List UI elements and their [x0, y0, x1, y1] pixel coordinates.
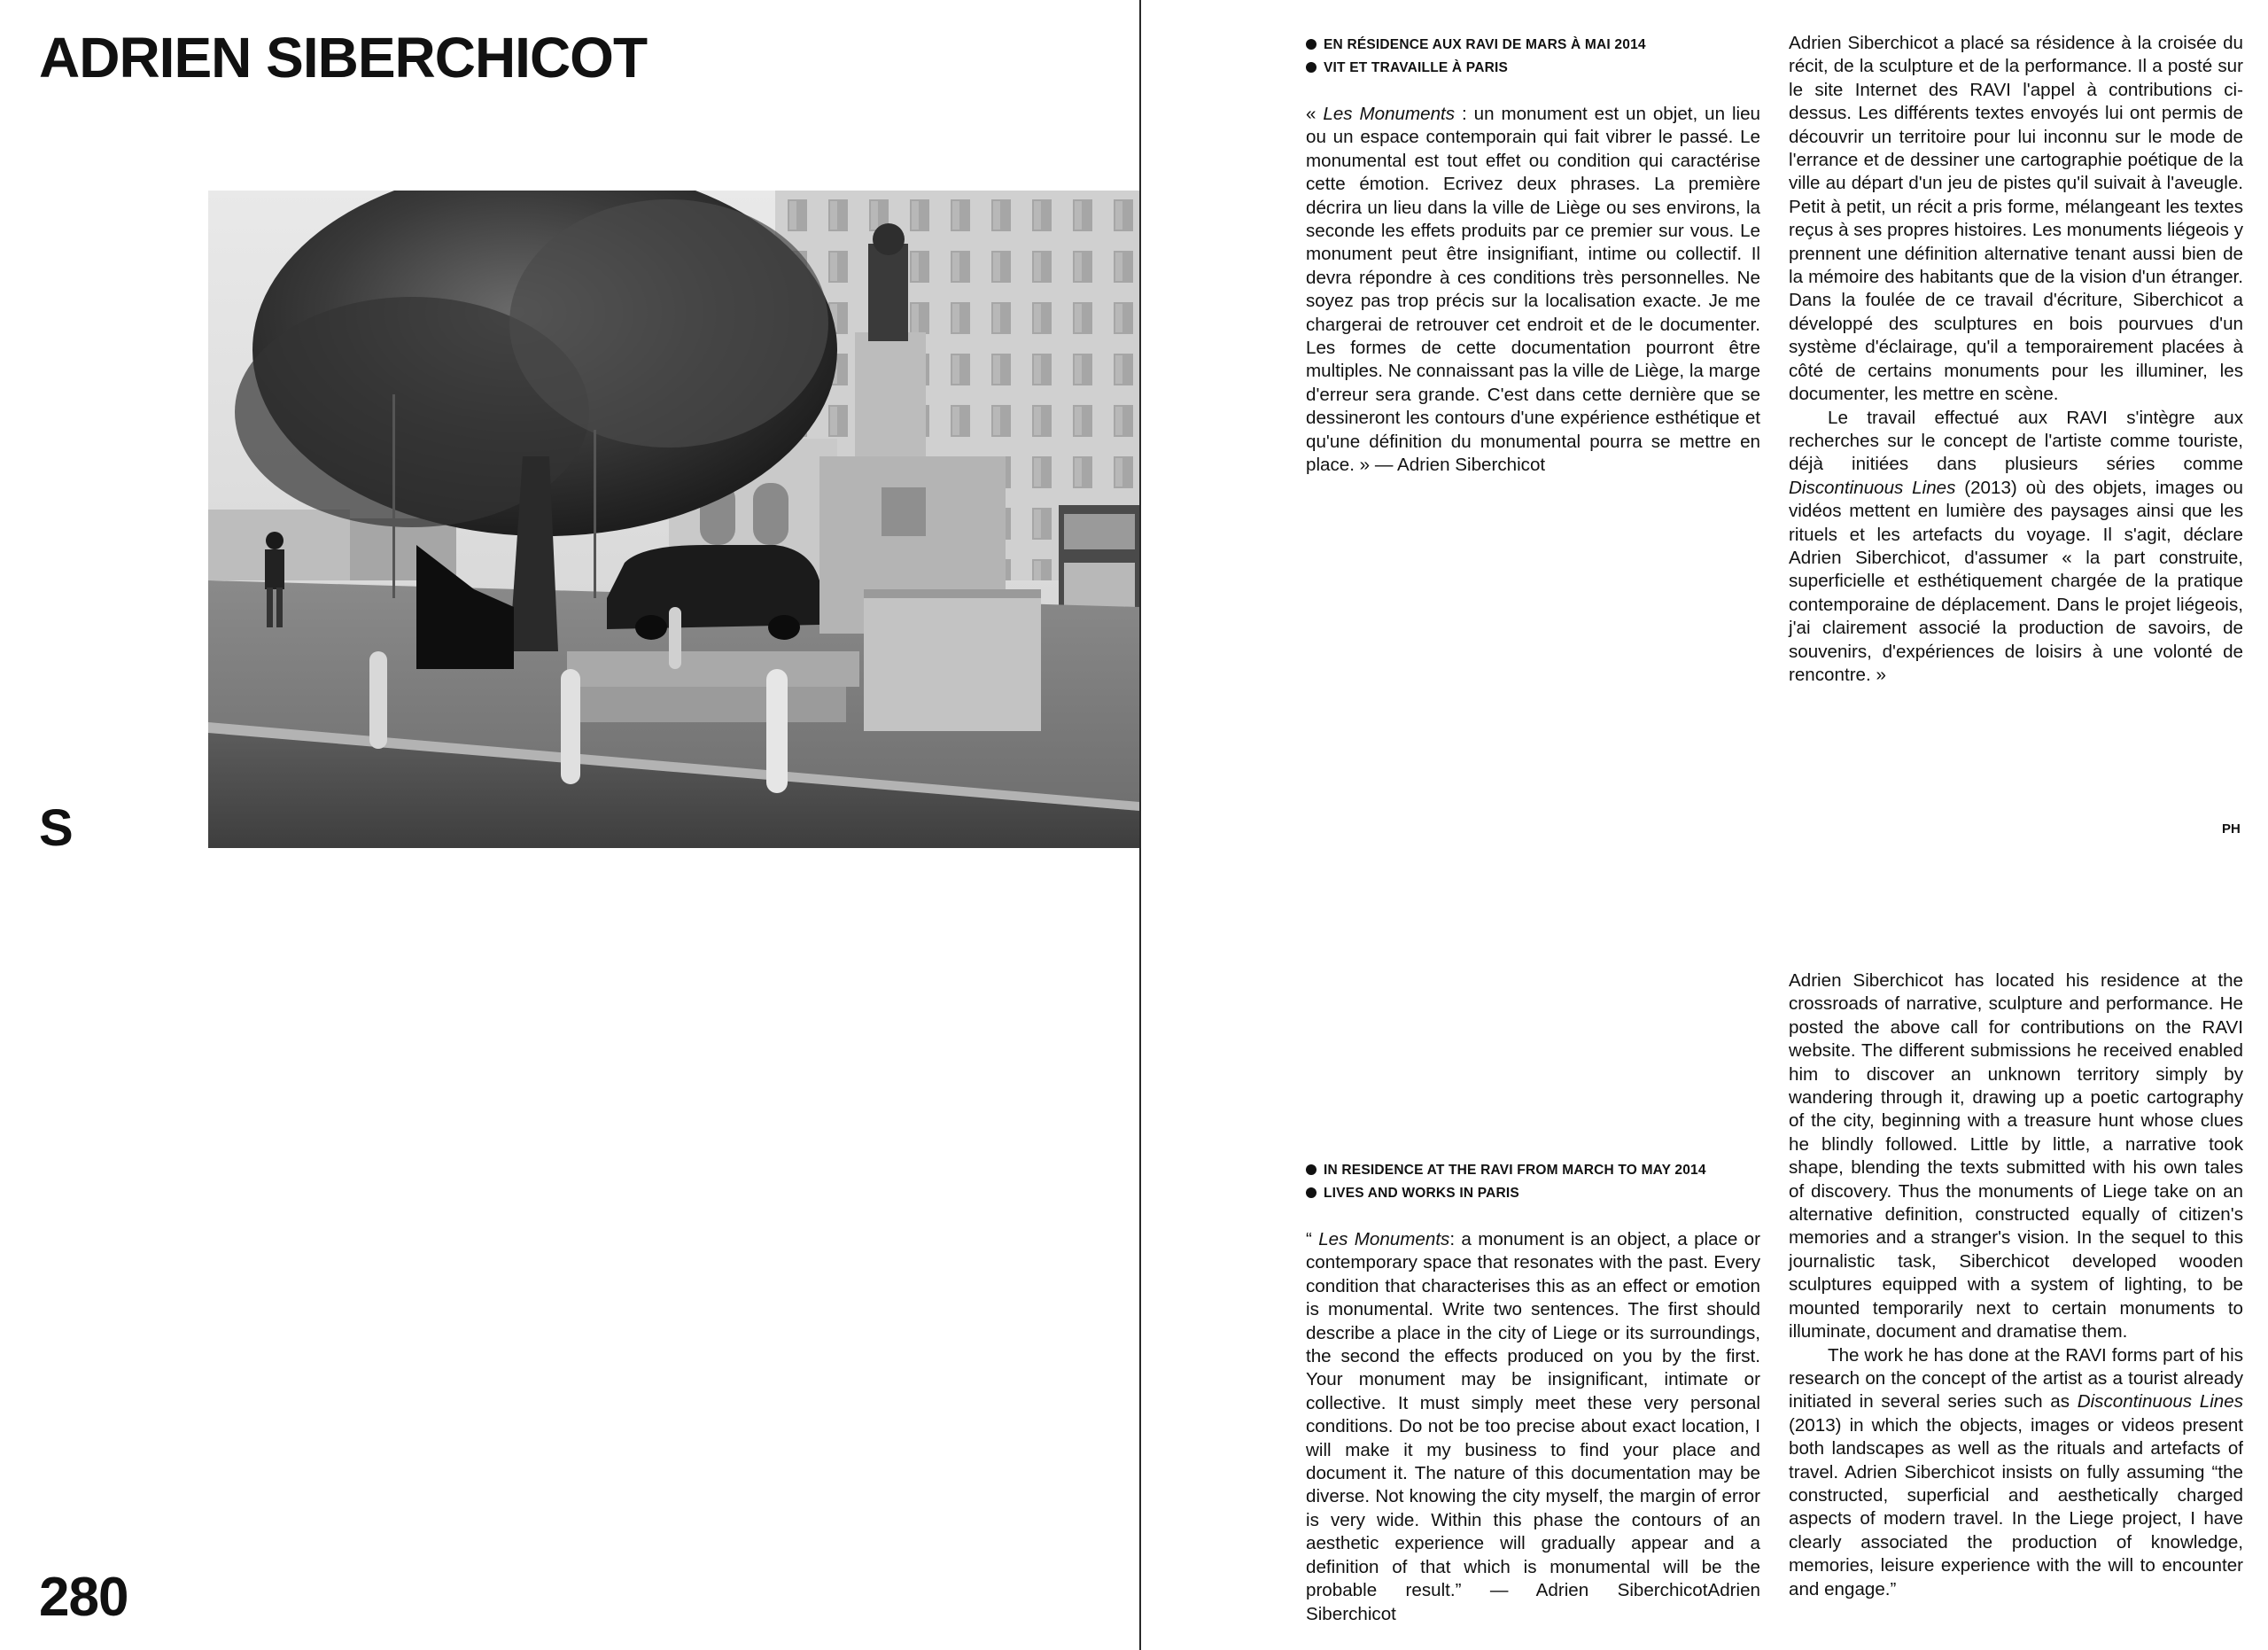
street-monument-photo — [208, 191, 1139, 848]
fr-meta-block — [1306, 34, 1767, 80]
section-letter: S — [39, 799, 74, 857]
bullet-icon — [1306, 62, 1317, 73]
bullet-icon — [1306, 1164, 1317, 1175]
bullet-icon — [1306, 1187, 1317, 1198]
fr-essay-paragraph-1: Adrien Siberchicot a placé sa résidence à la croisée du récit, de la sculpture et de la performance. Il a posté sur le site Internet des RAVI l'appel à contributions ci-dessus. Les différents textes envoyés lui ont permis de découvrir un territoire pour lui inconnu sur le mode de l'errance et de dessiner une cartographie poétique de la ville au départ d'un jeu de pistes qu'il suivait à l'aveugle. Petit à petit, un récit a pris forme, mélangeant les textes reçus à ses propres histoires. Les monuments liégeois y prennent une définition alternative tenant aussi bien de la mémoire des habitants que de la vision d'un étranger. Dans la foulée de ce travail d'écriture, Siberchicot a développé des sculptures en bois pourvues d'un système d'éclairage, qu'il a temporairement placées à côté de certains monuments pour les illuminer, les documenter, les mettre en scène. — [1789, 33, 2243, 405]
fr-essay-paragraph-2: Le travail effectué aux RAVI s'intègre aux recherches sur le concept de l'artiste comme touriste, déjà initiées dans plusieurs séries comme Discontinuous Lines (2013) où des objets, images ou vidéos mettent en lumière des paysages ainsi que les rituels et les artefacts du voyage. Il s'agit, déclare Adrien Siberchicot, d'assumer « la part construite, superficielle et esthétiquement chargée de la pratique contemporaine de déplacement. Dans le projet liégeois, j'ai clairement associé la production de savoirs, de souvenirs, d'expériences de loisirs à une volonté de rencontre. » — [1789, 407, 2244, 685]
en-essay-column — [1789, 969, 2243, 1601]
en-essay-paragraph-2: The work he has done at the RAVI forms part of his research on the concept of the artist as a tourist already initiated in several series such as Discontinuous Lines (2013) in which the objects, images or videos present both landscapes as well as the rituals and artefacts of travel. Adrien Siberchicot insists on fully assuming “the constructed, superficial and aesthetically charged aspects of modern travel. In the Liege project, I have clearly associated the production of knowledge, memories, leisure experience with the will to encounter and engage.” — [1789, 1344, 2243, 1599]
fr-quote-title: Les Monuments — [1323, 104, 1456, 124]
en-meta-block — [1306, 1159, 1767, 1205]
en-meta-line: LIVES AND WORKS IN PARIS — [1306, 1182, 1767, 1205]
en-meta-line: IN RESIDENCE AT THE RAVI FROM MARCH TO MAY 2014 — [1306, 1159, 1767, 1182]
book-spine-divider — [1139, 0, 1141, 1650]
fr-quote-column — [1306, 103, 1760, 478]
fr-essay-column — [1789, 32, 2243, 687]
artist-name-heading: ADRIEN SIBERCHICOT — [39, 26, 648, 90]
fr-meta-line: EN RÉSIDENCE AUX RAVI DE MARS À MAI 2014 — [1306, 34, 1767, 57]
en-work-title: Discontinuous Lines — [2077, 1391, 2243, 1413]
fr-quote-paragraph: « Les Monuments : un monument est un objet, un lieu ou un espace contemporain qui fait vibrer le passé. Le monumental est tout effet ou condition qui caractérise cette émotion. Ecrivez deux phrases. La première décrira un lieu dans la ville de Liège ou ses environs, la seconde les effets produits par ce premier sur vous. Le monument peut être insignifiant, intime ou collectif. Il devra répondre à ces conditions très personnelles. Ne soyez pas trop précis sur la localisation exacte. Je me chargerai de retrouver cet endroit et de le documenter. Les formes de cette documentation pourront être multiples. Ne connaissant pas la ville de Liège, la marge d'erreur sera grande. C'est dans cette dernière que se dessineront les contours d'une expérience esthétique et qu'une définition du monumental pourra se mettre en place. » — Adrien Siberchicot — [1306, 104, 1760, 476]
fr-meta-line: VIT ET TRAVAILLE À PARIS — [1306, 57, 1767, 80]
photo-street-monument-icon — [208, 191, 1139, 848]
page-number: 280 — [39, 1567, 128, 1628]
en-essay-paragraph-1: Adrien Siberchicot has located his residence at the crossroads of narrative, sculpture and performance. He posted the above call for contributions on the RAVI website. The different submissions he received enabled him to discover an unknown territory simply by wandering through it, drawing up a poetic cartography of the city, beginning with a treasure hunt whose clues he blindly followed. Little by little, a narrative took shape, blending the texts submitted with his own tales of discovery. Thus the monuments of Liege take on an alternative definition, constructed equally of citizen's memories and a stranger's vision. In the sequel to this journalistic task, Siberchicot developed wooden sculptures equipped with a system of lighting, to be mounted temporarily next to certain monuments to illuminate, document and dramatise them. — [1789, 970, 2243, 1343]
en-quote-paragraph: “ Les Monuments: a monument is an object, a place or contemporary space that resonates with the past. Every condition that characterises this as an effect or emotion is monumental. Write two sentences. The first should describe a place in the city of Liege or its surroundings, the second the effects produced on you by the first. Your monument may be insignificant, intimate or collective. It must simply meet these very personal conditions. Do not be too precise about exact location, I will make it my business to find your place and document it. The nature of this documentation may be diverse. Not knowing the city myself, the margin of error is very wide. Within this phase the contours of an aesthetic experience will gradually appear and a definition of that which is monumental will be the probable result.” — Adrien SiberchicotAdrien Siberchicot — [1306, 1229, 1760, 1624]
en-quote-title: Les Monuments — [1318, 1229, 1450, 1249]
author-initials: PH — [2222, 821, 2241, 837]
en-quote-column — [1306, 1228, 1760, 1626]
bullet-icon — [1306, 39, 1317, 50]
fr-work-title: Discontinuous Lines — [1789, 477, 1956, 498]
